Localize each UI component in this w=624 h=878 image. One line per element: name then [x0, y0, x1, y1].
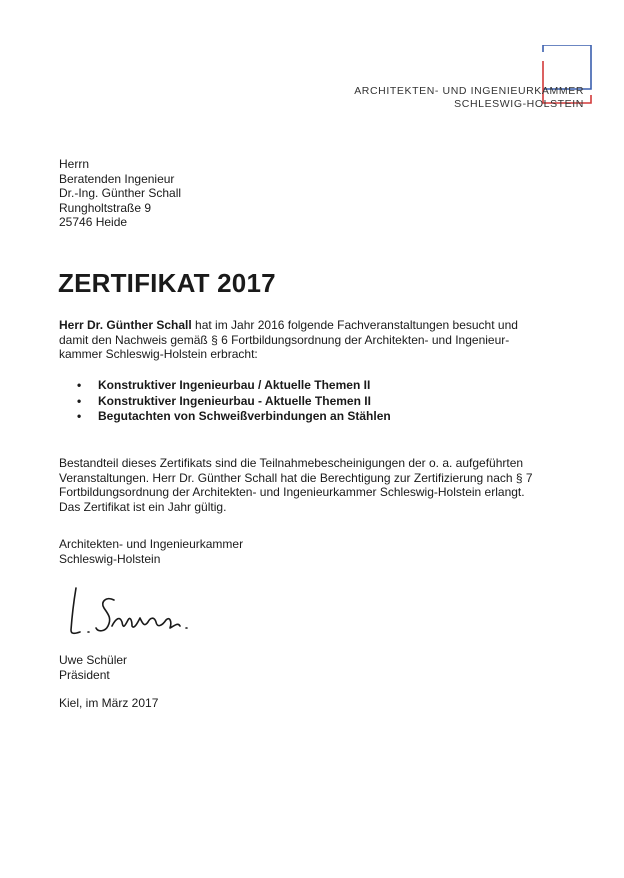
recipient-name: Dr.-Ing. Günther Schall: [59, 186, 182, 201]
intro-text: hat im Jahr 2016 folgende Fachveranstaltungen besucht und damit den Nachweis gemäß § 6 Fortbildungsordnung der Architekten- und Ingenieur-kammer Schleswig-Holstein erbracht:: [59, 318, 518, 362]
certificate-title: ZERTIFIKAT 2017: [58, 268, 276, 298]
recipient-salutation: Herrn: [59, 157, 90, 171]
statement-paragraph: Bestandteil dieses Zertifikats sind die Teilnahmebescheinigungen der o. a. aufgeführten Veranstaltungen. Herr Dr. Günther Schall hat die Berechtigung zur Zertifizierung nach § 7 Fortbildungsordnung der Architekten- und Ingenieurkammer Schleswig-Holstein erlangt. Das Zertifikat ist ein Jahr gültig.: [59, 456, 533, 514]
place-date: Kiel, im März 2017: [59, 696, 159, 710]
list-item: • Konstruktiver Ingenieurbau - Aktuelle Themen II: [77, 394, 391, 410]
closing-organization: [59, 537, 243, 566]
recipient-role: Beratenden Ingenieur: [59, 171, 175, 186]
signer-name: Uwe Schüler: [59, 653, 128, 667]
closing-org-line-1: Architekten- und Ingenieurkammer: [59, 537, 244, 551]
letterhead-org-line-2: SCHLESWIG-HOLSTEIN: [454, 98, 584, 110]
list-item: • Begutachten von Schweißverbindungen an Stählen: [77, 409, 391, 425]
signer-title: Präsident: [59, 667, 110, 682]
handwritten-signature: [62, 582, 202, 642]
recipient-street: Rungholtstraße 9: [59, 200, 152, 215]
intro-paragraph: [59, 318, 539, 362]
closing-org-line-2: Schleswig-Holstein: [59, 551, 161, 566]
list-item: • Konstruktiver Ingenieurbau / Aktuelle Themen II: [77, 378, 391, 394]
recipient-address: [59, 157, 181, 230]
recipient-city: 25746 Heide: [59, 215, 128, 230]
signer-block: [59, 653, 127, 682]
course-list: [77, 378, 391, 425]
letterhead-org-line-1: ARCHITEKTEN- UND INGENIEURKAMMER: [354, 85, 584, 97]
intro-bold-name: Herr Dr. Günther Schall: [59, 318, 192, 332]
